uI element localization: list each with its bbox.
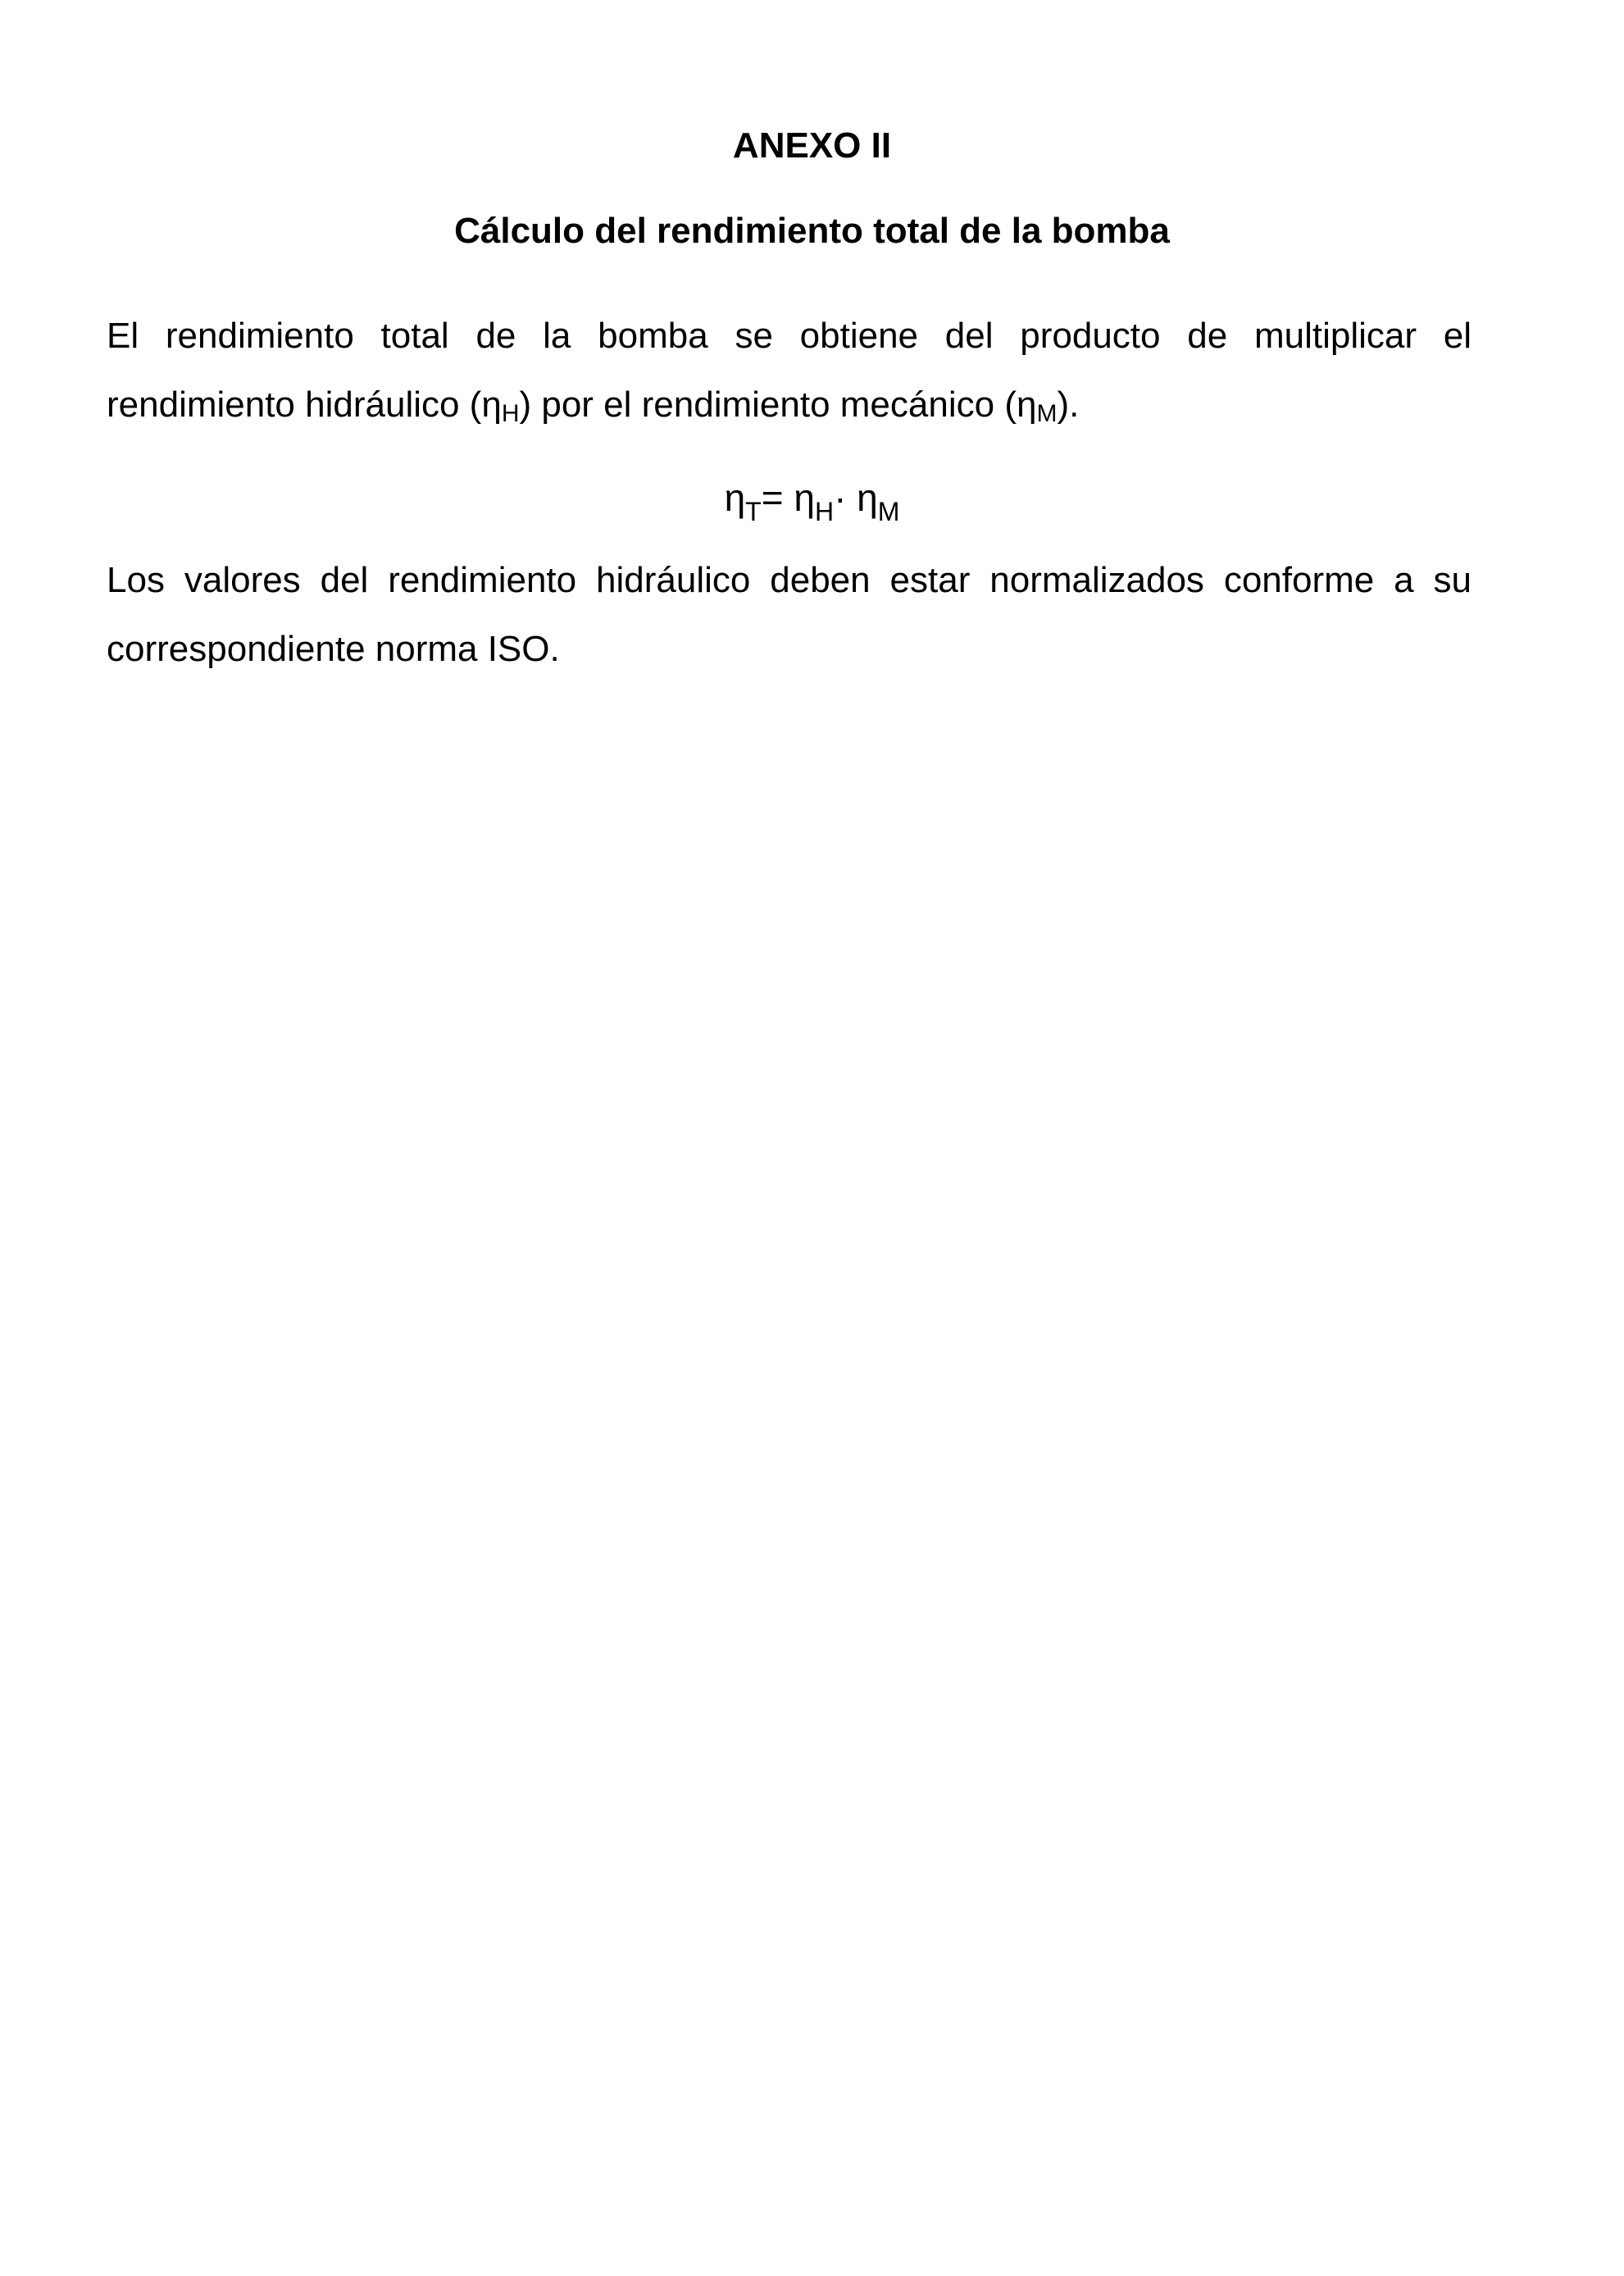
annex-title: ANEXO II [732,125,892,166]
paragraph-normalization [107,546,1472,684]
multiplication-dot: · [834,476,857,519]
eta-symbol: η [857,476,878,519]
equals-sign: = [761,476,794,519]
subscript-m: M [877,497,900,526]
paragraph-efficiency-definition [107,302,1472,448]
text-segment: ) por el rendimiento mecánico (η [519,385,1037,425]
eta-symbol: η [724,476,746,519]
section-title: Cálculo del rendimiento total de la bomba [454,211,1170,251]
text-segment: rendimiento hidráulico (η [107,385,502,425]
subscript-h: H [814,497,835,526]
subscript-t: T [745,497,762,526]
subscript-m: M [1036,400,1058,427]
efficiency-equation [0,469,1624,540]
paragraph-line: Los valores del rendimiento hidráulico deben estar normalizados conforme a su [107,560,1472,600]
subscript-h: H [501,400,520,427]
paragraph-line: El rendimiento total de la bomba se obtiene del producto de multiplicar el [107,316,1472,356]
paragraph-line [107,371,1472,448]
text-segment: ). [1057,385,1080,425]
paragraph-line: correspondiente norma ISO. [107,629,560,669]
eta-symbol: η [794,476,815,519]
